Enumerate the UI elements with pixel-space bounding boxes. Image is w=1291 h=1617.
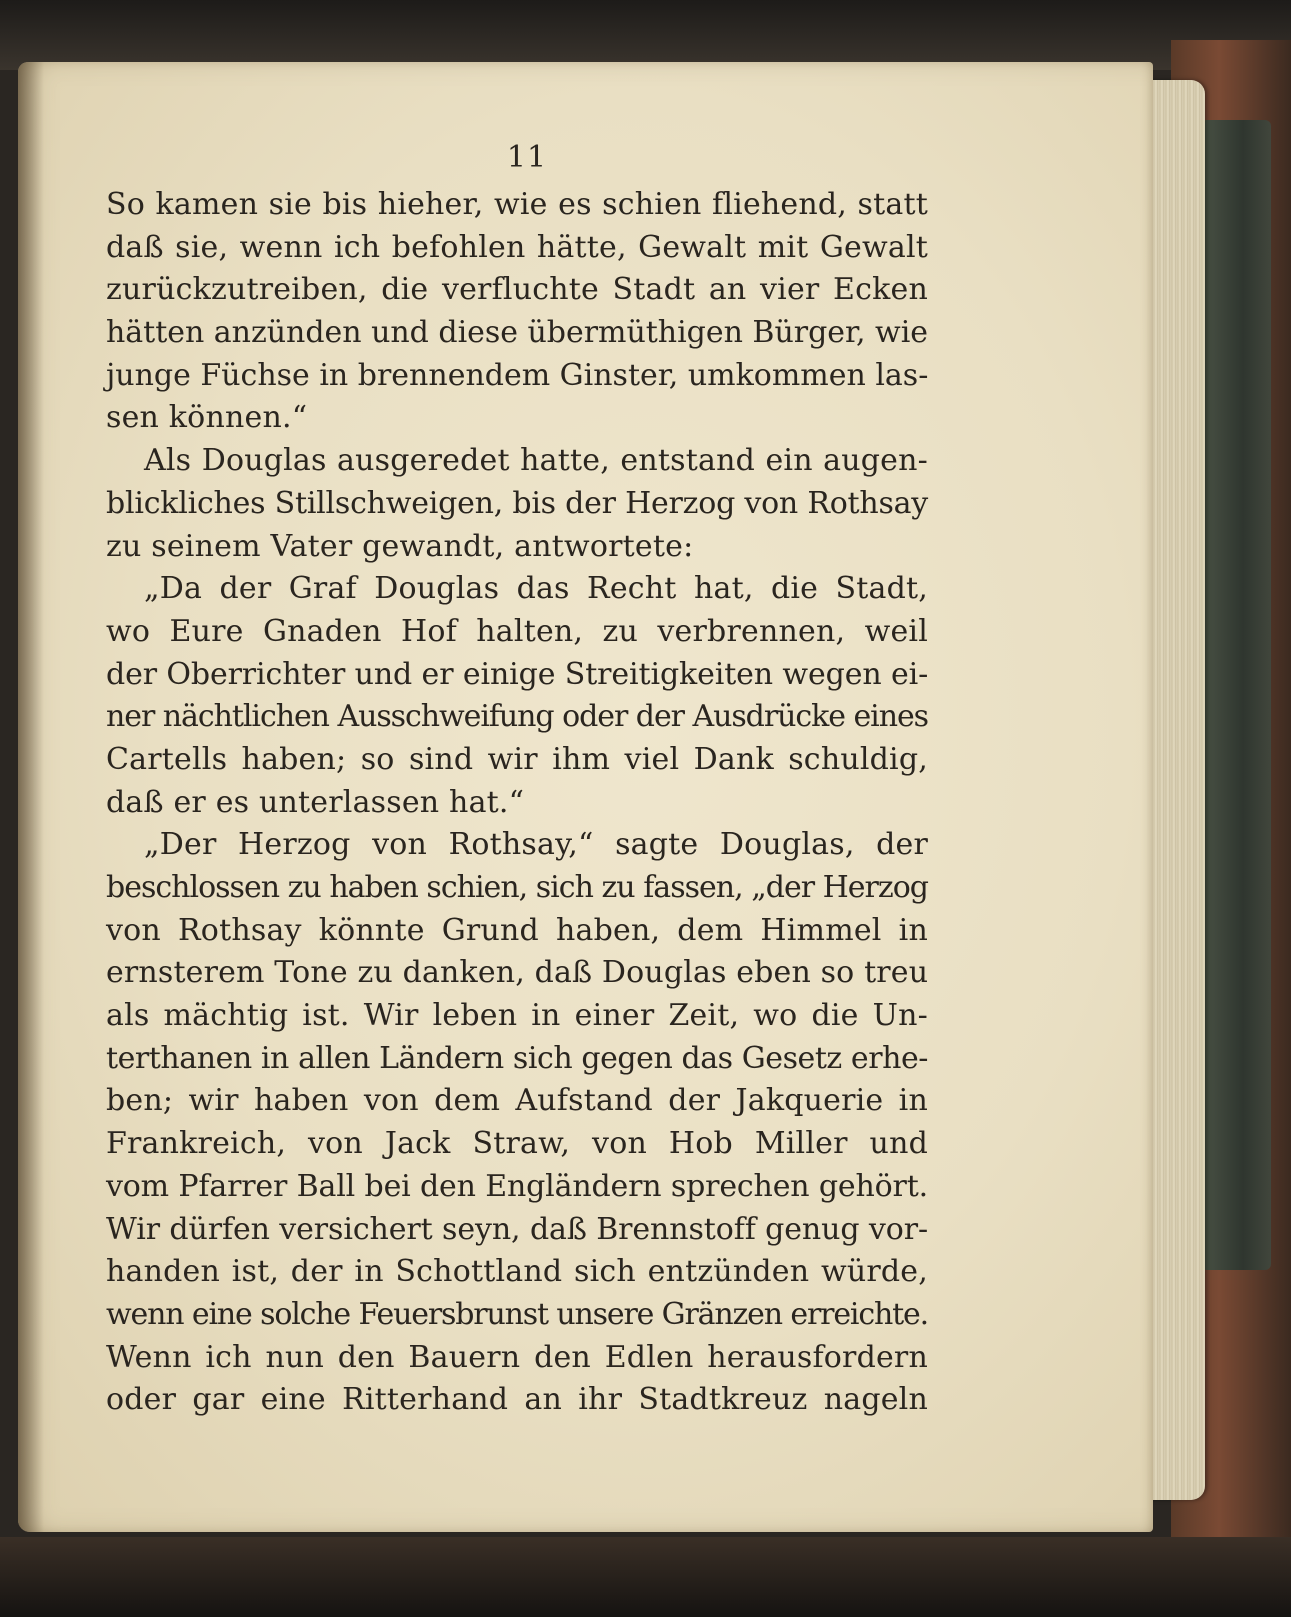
text-line: So kamen sie bis hieher, wie es schien fliehend, statt — [106, 187, 928, 222]
text-line: zurückzutreiben, die verfluchte Stadt an vier Ecken — [106, 272, 928, 308]
text-line: ner nächtlichen Ausschweifung oder der Ausdrücke eines — [106, 699, 928, 735]
text-line: „Da der Graf Douglas das Recht hat, die Stadt, — [144, 571, 928, 607]
text-line: wenn eine solche Feuersbrunst unsere Gränzen erreichte. — [106, 1296, 928, 1332]
text-line: oder gar eine Ritterhand an ihr Stadtkreuz nageln — [106, 1382, 928, 1418]
text-line: blickliches Stillschweigen, bis der Herzog von Rothsay — [106, 485, 929, 521]
text-line: ben; wir haben von dem Aufstand der Jakquerie in — [106, 1083, 928, 1119]
text-line: zu seinem Vater gewandt, antwortete: — [106, 528, 694, 564]
text-line: wo Eure Gnaden Hof halten, zu verbrennen, weil — [106, 613, 928, 649]
text-line: beschlossen zu haben schien, sich zu fassen, „der Herzog — [106, 870, 928, 905]
book-cover-bottom — [0, 1537, 1291, 1617]
text-line: von Rothsay könnte Grund haben, dem Himmel in — [106, 912, 928, 948]
text-line: vom Pfarrer Ball bei den Engländern sprechen gehört. — [106, 1168, 928, 1204]
text-line: Frankreich, von Jack Straw, von Hob Miller und — [106, 1126, 928, 1162]
page-gutter — [18, 62, 44, 1532]
text-line: daß er es unterlassen hat.“ — [106, 784, 525, 820]
text-line: sen können.“ — [106, 400, 308, 436]
text-line: terthanen in allen Ländern sich gegen das Gesetz erhe- — [106, 1040, 928, 1076]
text-line: Cartells haben; so sind wir ihm viel Dank schuldig, — [106, 741, 928, 777]
book-cover-top — [0, 0, 1291, 70]
text-line: „Der Herzog von Rothsay,“ sagte Douglas, der — [144, 827, 928, 863]
text-line: junge Füchse in brennendem Ginster, umkommen las- — [106, 357, 929, 393]
text-line: handen ist, der in Schottland sich entzünden würde, — [106, 1254, 928, 1290]
text-line: hätten anzünden und diese übermüthigen Bürger, wie — [106, 315, 929, 351]
book-cover-cloth — [1201, 120, 1271, 1270]
page-text — [106, 184, 928, 1422]
text-line: ernsterem Tone zu danken, daß Douglas eben so treu — [106, 955, 929, 991]
text-line: Wir dürfen versichert seyn, daß Brennstoff genug vor- — [106, 1211, 928, 1247]
text-line: Wenn ich nun den Bauern den Edlen herausfordern — [106, 1339, 928, 1375]
page-number: 11 — [506, 140, 548, 175]
text-line: daß sie, wenn ich befohlen hätte, Gewalt mit Gewalt — [106, 229, 928, 265]
text-line: als mächtig ist. Wir leben in einer Zeit, wo die Un- — [106, 998, 928, 1034]
text-line: der Oberrichter und er einige Streitigkeiten wegen ei- — [106, 656, 929, 692]
text-line: Als Douglas ausgeredet hatte, entstand ein augen- — [144, 443, 928, 479]
